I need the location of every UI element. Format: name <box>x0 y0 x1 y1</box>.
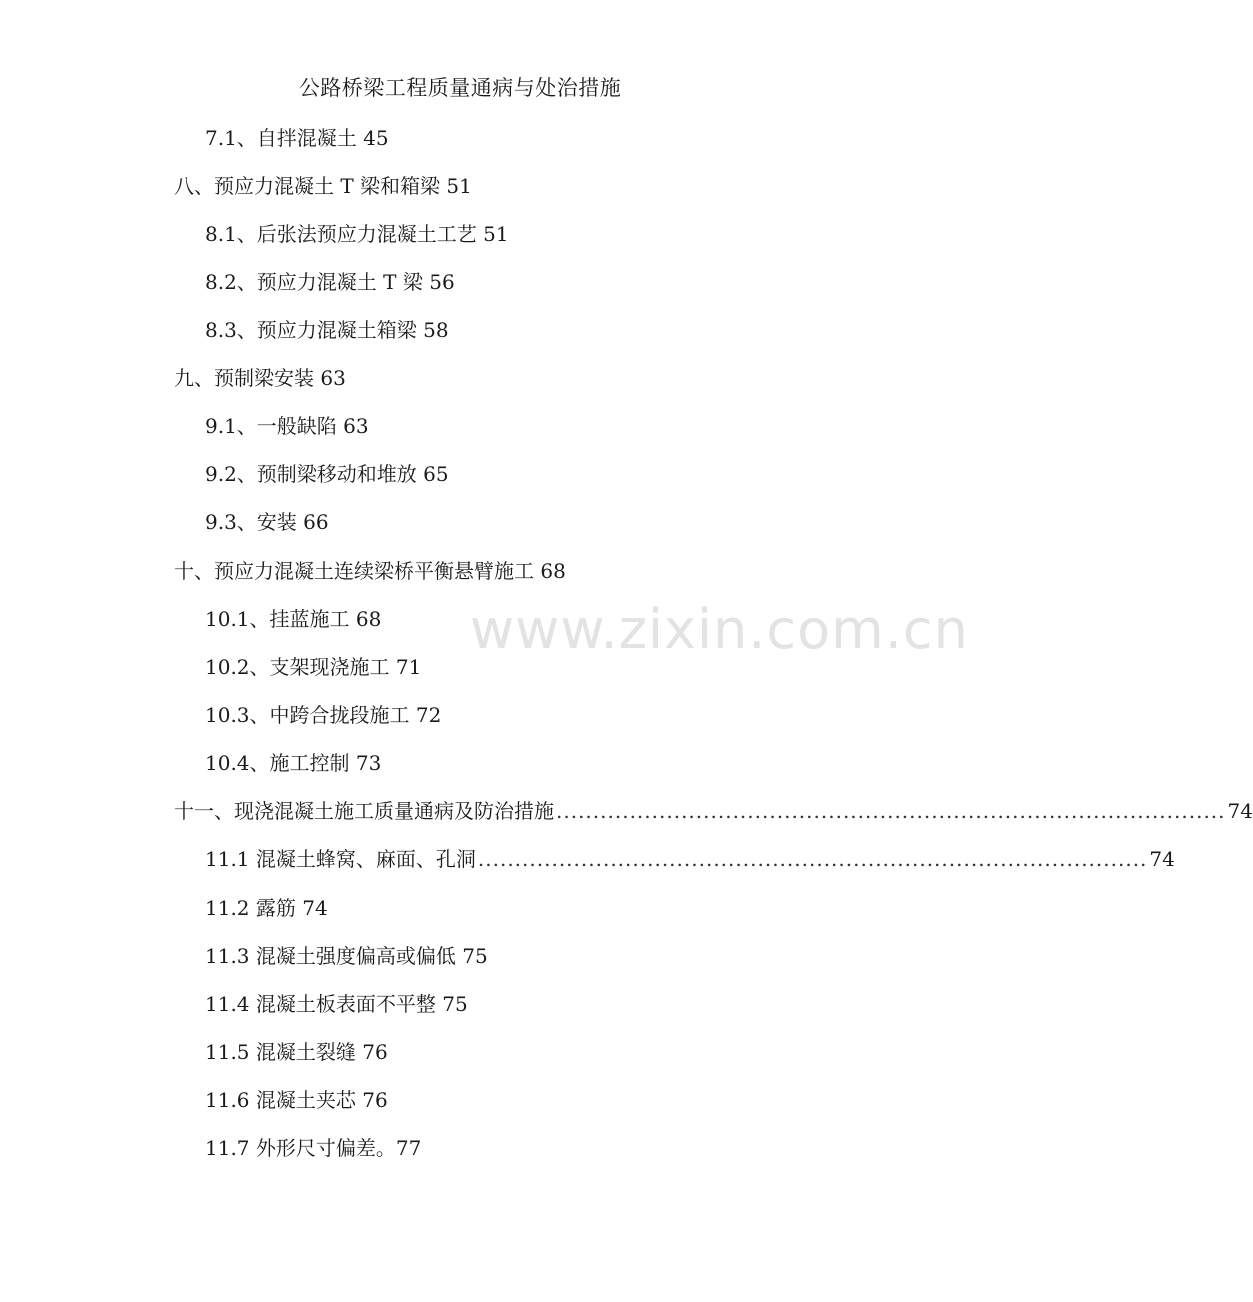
toc-entry[interactable]: 10.3、中跨合拢段施工 72 <box>205 703 442 727</box>
toc-entry[interactable]: 7.1、自拌混凝土 45 <box>205 126 389 150</box>
watermark: www.zixin.com.cn <box>470 598 969 661</box>
toc-entry[interactable]: 9.3、安装 66 <box>205 510 329 534</box>
dot-leader: ........................................................................................... <box>556 799 1226 823</box>
toc-entry[interactable]: 10.2、支架现浇施工 71 <box>205 655 422 679</box>
toc-entry[interactable]: 8.3、预应力混凝土箱梁 58 <box>205 318 449 342</box>
toc-entry[interactable]: 11.7 外形尺寸偏差。77 <box>205 1136 422 1160</box>
toc-entry[interactable]: 9.1、一般缺陷 63 <box>205 414 369 438</box>
toc-entry[interactable]: 十、预应力混凝土连续梁桥平衡悬臂施工 68 <box>174 559 566 583</box>
toc-entry[interactable]: 八、预应力混凝土 T 梁和箱梁 51 <box>174 174 472 198</box>
toc-entry[interactable]: 11.6 混凝土夹芯 76 <box>205 1088 388 1112</box>
toc-entry[interactable]: 9.2、预制梁移动和堆放 65 <box>205 462 449 486</box>
toc-entry[interactable]: 11.4 混凝土板表面不平整 75 <box>205 992 468 1016</box>
toc-entry-page: 74 <box>1149 847 1175 871</box>
dot-leader: ........................................................................................... <box>477 847 1148 871</box>
page-title: 公路桥梁工程质量通病与处治措施 <box>298 76 622 100</box>
toc-entry[interactable]: 11.5 混凝土裂缝 76 <box>205 1040 388 1064</box>
toc-entry[interactable]: 11.2 露筋 74 <box>205 896 328 920</box>
toc-entry-title: 十一、现浇混凝土施工质量通病及防治措施 <box>174 799 554 823</box>
toc-entry[interactable]: 10.1、挂蓝施工 68 <box>205 607 382 631</box>
toc-entry-title: 11.1 混凝土蜂窝、麻面、孔洞 <box>205 847 476 871</box>
toc-entry[interactable]: 11.3 混凝土强度偏高或偏低 75 <box>205 944 488 968</box>
toc-entry[interactable]: 九、预制梁安装 63 <box>174 366 346 390</box>
toc-entry-page: 74 <box>1227 799 1253 823</box>
toc-entry-dotted[interactable] <box>174 797 1253 825</box>
toc-entry[interactable]: 8.2、预应力混凝土 T 梁 56 <box>205 270 455 294</box>
toc-entry-dotted[interactable] <box>205 845 1175 873</box>
toc-entry[interactable]: 8.1、后张法预应力混凝土工艺 51 <box>205 222 509 246</box>
toc-entry[interactable]: 10.4、施工控制 73 <box>205 751 382 775</box>
